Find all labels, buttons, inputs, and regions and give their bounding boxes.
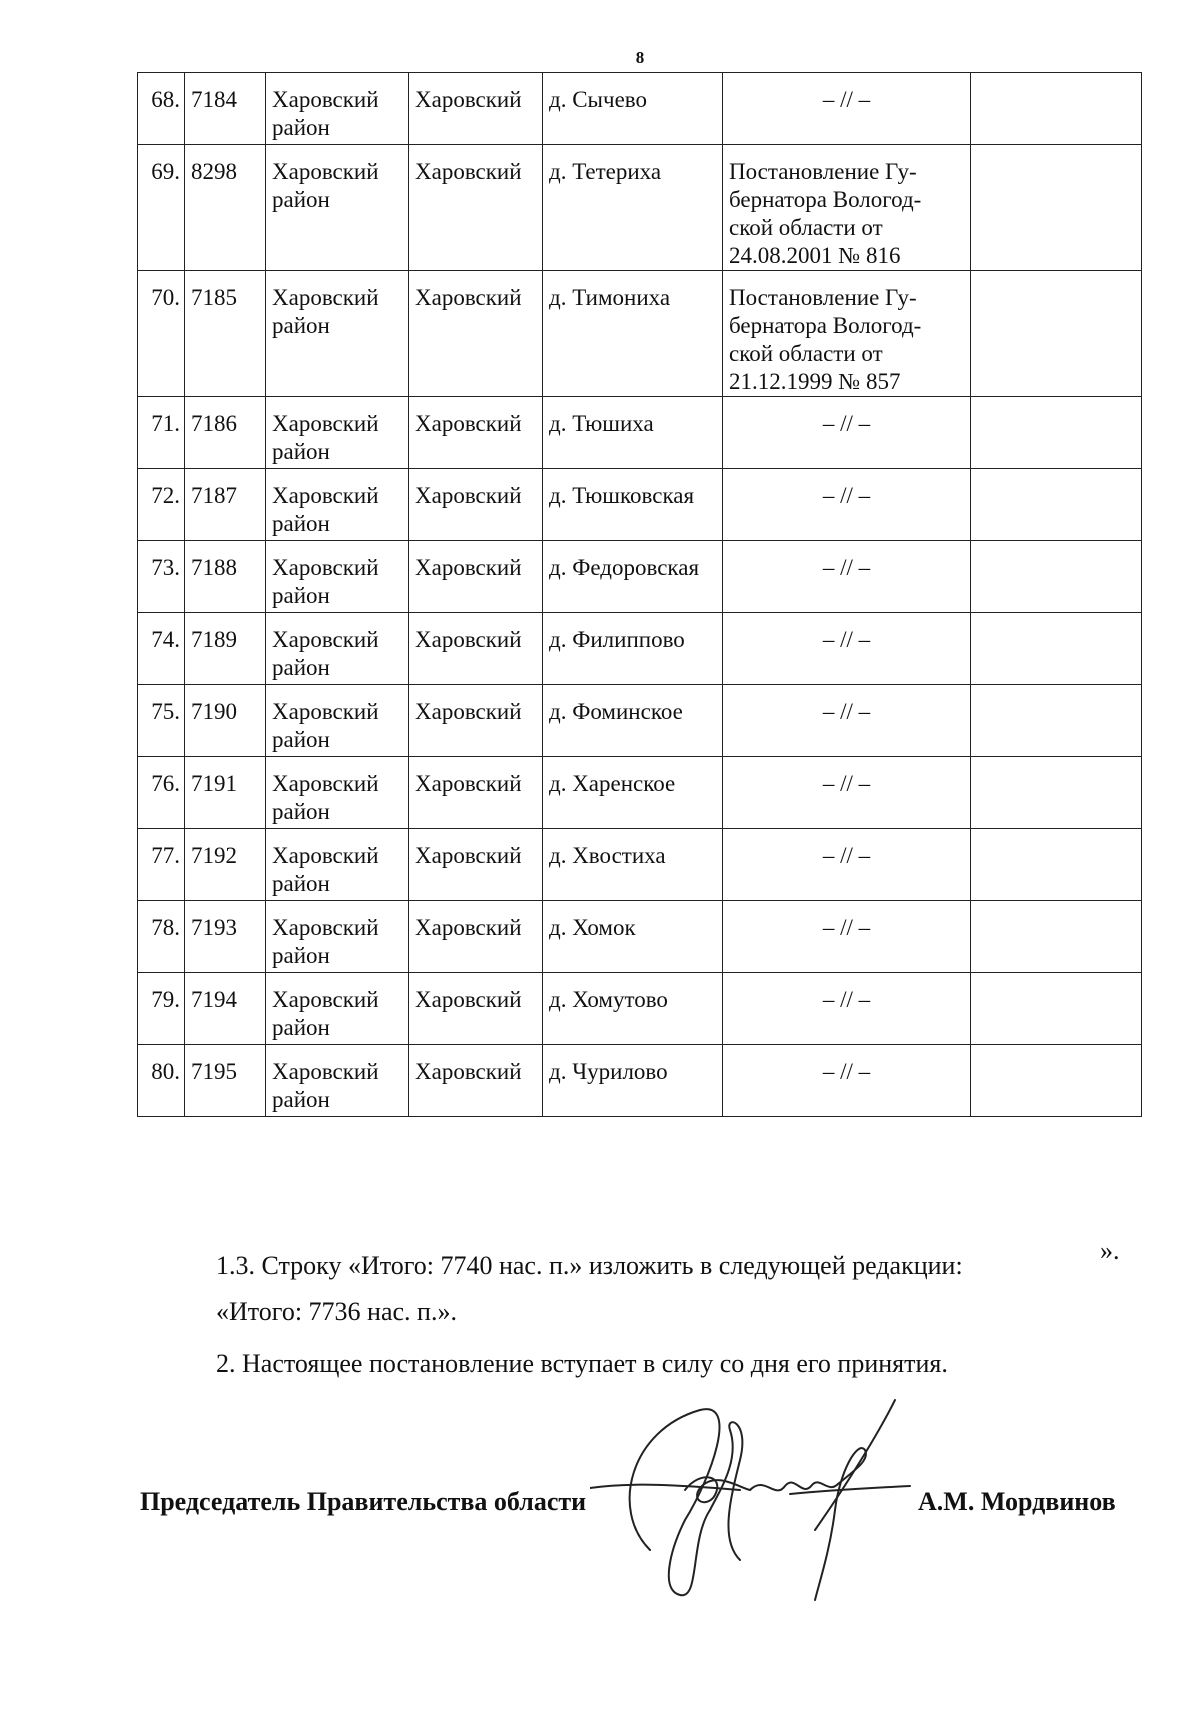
district-name: Харовский район: [266, 73, 409, 145]
locality-name: д. Тимониха: [543, 271, 723, 397]
legal-basis: [723, 901, 971, 973]
locality-name: д. Харенское: [543, 757, 723, 829]
row-number: 74.: [138, 613, 185, 685]
row-number: 69.: [138, 145, 185, 271]
table-row: [138, 397, 1142, 469]
locality-name: д. Тетериха: [543, 145, 723, 271]
note-cell: [971, 73, 1142, 145]
legal-basis: [723, 271, 971, 397]
settlement-name: Харовский: [409, 901, 543, 973]
row-number: 72.: [138, 469, 185, 541]
note-cell: [971, 145, 1142, 271]
paragraph-2: 2. Настоящее постановление вступает в силу со дня его принятия.: [216, 1349, 948, 1378]
legal-basis-text: Постановление Гу- бернатора Вологод- ской области от 21.12.1999 № 857: [729, 285, 922, 394]
locality-name: д. Хомок: [543, 901, 723, 973]
oktmo-code: 7194: [185, 973, 266, 1045]
locality-name: д. Хвостиха: [543, 829, 723, 901]
locality-name: д. Хомутово: [543, 973, 723, 1045]
settlement-name: Харовский: [409, 541, 543, 613]
settlement-name: Харовский: [409, 145, 543, 271]
note-cell: [971, 1045, 1142, 1117]
signatory-title: Председатель Правительства области: [140, 1487, 587, 1516]
closing-quote: ».: [1100, 1236, 1120, 1265]
district-name: Харовский район: [266, 469, 409, 541]
note-cell: [971, 271, 1142, 397]
settlement-name: Харовский: [409, 973, 543, 1045]
district-name: Харовский район: [266, 613, 409, 685]
settlement-name: Харовский: [409, 613, 543, 685]
oktmo-code: 7187: [185, 469, 266, 541]
legal-basis: [723, 1045, 971, 1117]
settlement-name: Харовский: [409, 469, 543, 541]
table-row: [138, 757, 1142, 829]
district-name: Харовский район: [266, 271, 409, 397]
legal-basis: [723, 973, 971, 1045]
oktmo-code: 7186: [185, 397, 266, 469]
settlement-name: Харовский: [409, 73, 543, 145]
table-body: [138, 73, 1142, 1117]
legal-basis-text: – // –: [822, 699, 871, 724]
page-number: 8: [635, 48, 645, 67]
oktmo-code: 7191: [185, 757, 266, 829]
legal-basis: [723, 145, 971, 271]
note-cell: [971, 469, 1142, 541]
district-name: Харовский район: [266, 685, 409, 757]
legal-basis: [723, 397, 971, 469]
note-cell: [971, 757, 1142, 829]
table-row: [138, 685, 1142, 757]
table-row: [138, 145, 1142, 271]
district-name: Харовский район: [266, 1045, 409, 1117]
legal-basis: [723, 469, 971, 541]
note-cell: [971, 973, 1142, 1045]
legal-basis-text: – // –: [822, 1059, 871, 1084]
district-name: Харовский район: [266, 397, 409, 469]
legal-basis: [723, 541, 971, 613]
locality-name: д. Тюшиха: [543, 397, 723, 469]
settlement-name: Харовский: [409, 757, 543, 829]
district-name: Харовский район: [266, 901, 409, 973]
row-number: 68.: [138, 73, 185, 145]
settlement-name: Харовский: [409, 685, 543, 757]
legal-basis-text: – // –: [822, 483, 871, 508]
row-number: 73.: [138, 541, 185, 613]
table-row: [138, 541, 1142, 613]
note-cell: [971, 685, 1142, 757]
table-row: [138, 73, 1142, 145]
district-name: Харовский район: [266, 973, 409, 1045]
paragraph-1-3: 1.3. Строку «Итого: 7740 нас. п.» изложить в следующей редакции:: [216, 1251, 963, 1280]
signatory-name: А.М. Мордвинов: [918, 1487, 1116, 1516]
locality-name: д. Тюшковская: [543, 469, 723, 541]
row-number: 80.: [138, 1045, 185, 1117]
locality-name: д. Филиппово: [543, 613, 723, 685]
note-cell: [971, 829, 1142, 901]
table-row: [138, 469, 1142, 541]
row-number: 70.: [138, 271, 185, 397]
legal-basis-text: – // –: [822, 87, 871, 112]
settlement-name: Харовский: [409, 829, 543, 901]
locality-name: д. Чурилово: [543, 1045, 723, 1117]
settlement-name: Харовский: [409, 1045, 543, 1117]
oktmo-code: 7192: [185, 829, 266, 901]
table-row: [138, 973, 1142, 1045]
settlement-name: Харовский: [409, 271, 543, 397]
note-cell: [971, 901, 1142, 973]
table-row: [138, 613, 1142, 685]
oktmo-code: 7188: [185, 541, 266, 613]
oktmo-code: 7184: [185, 73, 266, 145]
row-number: 75.: [138, 685, 185, 757]
district-name: Харовский район: [266, 757, 409, 829]
table-row: [138, 829, 1142, 901]
district-name: Харовский район: [266, 145, 409, 271]
legal-basis: [723, 73, 971, 145]
note-cell: [971, 613, 1142, 685]
locality-name: д. Сычево: [543, 73, 723, 145]
legal-basis-text: – // –: [822, 771, 871, 796]
oktmo-code: 7185: [185, 271, 266, 397]
note-cell: [971, 397, 1142, 469]
table-row: [138, 1045, 1142, 1117]
settlements-table: [137, 72, 1142, 1117]
oktmo-code: 8298: [185, 145, 266, 271]
paragraph-total: «Итого: 7736 нас. п.».: [216, 1297, 457, 1326]
handwritten-signature: [590, 1390, 950, 1610]
locality-name: д. Фоминское: [543, 685, 723, 757]
oktmo-code: 7195: [185, 1045, 266, 1117]
district-name: Харовский район: [266, 541, 409, 613]
legal-basis-text: Постановление Гу- бернатора Вологод- ской области от 24.08.2001 № 816: [729, 159, 922, 268]
legal-basis: [723, 757, 971, 829]
table-row: [138, 271, 1142, 397]
district-name: Харовский район: [266, 829, 409, 901]
legal-basis: [723, 685, 971, 757]
row-number: 76.: [138, 757, 185, 829]
row-number: 77.: [138, 829, 185, 901]
legal-basis-text: – // –: [822, 627, 871, 652]
legal-basis: [723, 613, 971, 685]
settlement-name: Харовский: [409, 397, 543, 469]
row-number: 78.: [138, 901, 185, 973]
legal-basis-text: – // –: [822, 843, 871, 868]
legal-basis: [723, 829, 971, 901]
legal-basis-text: – // –: [822, 555, 871, 580]
oktmo-code: 7189: [185, 613, 266, 685]
oktmo-code: 7193: [185, 901, 266, 973]
legal-basis-text: – // –: [822, 987, 871, 1012]
row-number: 71.: [138, 397, 185, 469]
note-cell: [971, 541, 1142, 613]
row-number: 79.: [138, 973, 185, 1045]
legal-basis-text: – // –: [822, 411, 871, 436]
table-row: [138, 901, 1142, 973]
oktmo-code: 7190: [185, 685, 266, 757]
legal-basis-text: – // –: [822, 915, 871, 940]
locality-name: д. Федоровская: [543, 541, 723, 613]
